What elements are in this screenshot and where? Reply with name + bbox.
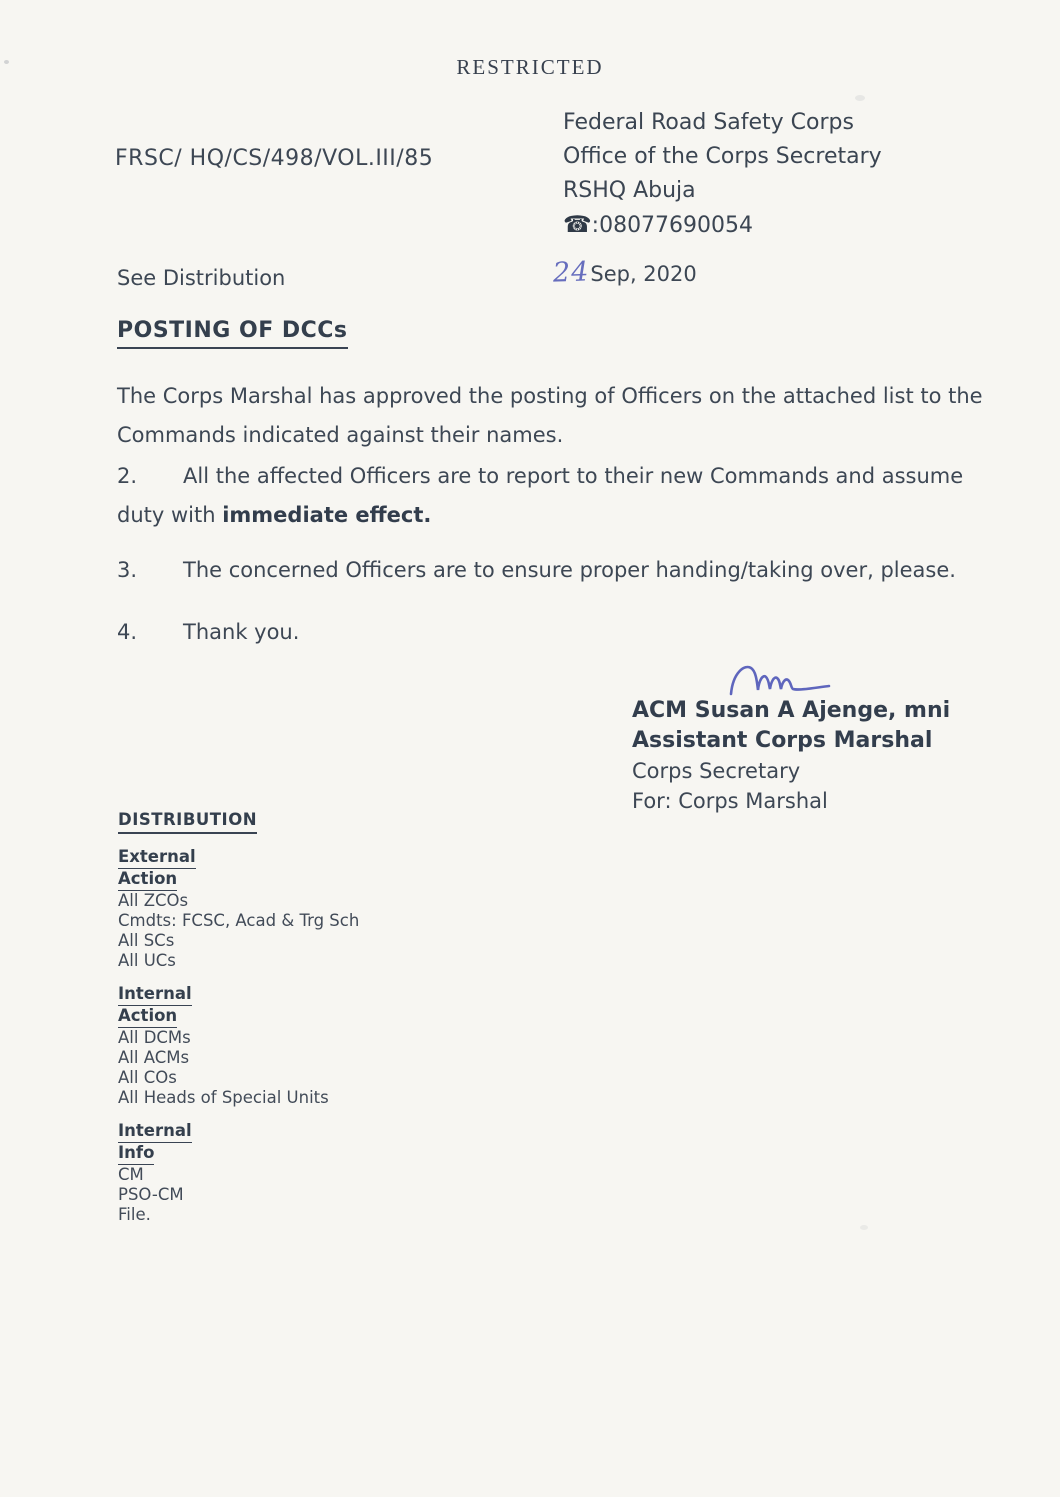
paragraph-2-number: 2. <box>117 464 138 488</box>
telephone-icon: ☎ <box>563 212 592 238</box>
signatory-title: Corps Secretary <box>632 759 801 783</box>
paragraph-2-bold-text: immediate effect. <box>222 503 432 527</box>
distribution-item: All ACMs <box>118 1048 190 1067</box>
distribution-item: All SCs <box>118 931 175 950</box>
distribution-item: CM <box>118 1165 144 1184</box>
group-label: Info <box>118 1143 154 1165</box>
distribution-item: All COs <box>118 1068 177 1087</box>
distribution-group-internal-info <box>118 1121 359 1225</box>
signature-block <box>632 662 950 816</box>
handwritten-day: 24 <box>552 256 590 289</box>
paragraph-4-text: Thank you. <box>183 620 300 644</box>
distribution-group-internal-action <box>118 984 359 1108</box>
distribution-item: File. <box>118 1205 151 1224</box>
distribution-item: All DCMs <box>118 1028 191 1047</box>
date-printed: Sep, 2020 <box>590 262 697 286</box>
distribution-group-external-action <box>118 847 359 971</box>
letterhead-phone-row <box>563 208 882 243</box>
date-line <box>553 257 697 288</box>
letterhead <box>563 106 882 243</box>
signatory-name: ACM Susan A Ajenge, mni <box>632 698 951 723</box>
group-label: Internal <box>118 984 192 1006</box>
distribution-item: Cmdts: FCSC, Acad & Trg Sch <box>118 911 360 930</box>
addressee-line: See Distribution <box>117 266 286 290</box>
classification-banner: RESTRICTED <box>456 55 604 79</box>
letterhead-org: Federal Road Safety Corps <box>563 110 854 135</box>
scan-artifact <box>4 60 9 64</box>
signatory-rank: Assistant Corps Marshal <box>632 728 933 753</box>
group-label: Action <box>118 1006 177 1028</box>
paragraph-1 <box>117 377 989 455</box>
distribution-section <box>118 810 359 1225</box>
group-label: Internal <box>118 1121 192 1143</box>
paragraph-2-text: All the affected Officers are to report to their new Commands and assume duty with <box>117 464 964 527</box>
signature-scribble <box>725 658 845 700</box>
distribution-heading: DISTRIBUTION <box>118 810 257 834</box>
paragraph-3-text: The concerned Officers are to ensure proper handing/taking over, please. <box>183 558 956 582</box>
signatory-for-line: For: Corps Marshal <box>632 789 828 813</box>
distribution-item: PSO-CM <box>118 1185 184 1204</box>
paragraph-1-text: The Corps Marshal has approved the posting of Officers on the attached list to the Commands indicated against their names. <box>117 384 983 447</box>
letterhead-office: Office of the Corps Secretary <box>563 144 882 169</box>
phone-number: :08077690054 <box>591 213 754 238</box>
scan-artifact <box>860 1225 868 1230</box>
group-label: External <box>118 847 196 869</box>
reference-number: FRSC/ HQ/CS/498/VOL.III/85 <box>115 146 434 171</box>
distribution-item: All ZCOs <box>118 891 189 910</box>
distribution-item: All UCs <box>118 951 176 970</box>
group-label: Action <box>118 869 177 891</box>
subject-heading: POSTING OF DCCs <box>117 318 348 349</box>
scan-artifact <box>855 95 865 101</box>
paragraph-4 <box>117 613 989 652</box>
paragraph-2 <box>117 457 989 535</box>
distribution-item: All Heads of Special Units <box>118 1088 329 1107</box>
paragraph-4-number: 4. <box>117 620 138 644</box>
paragraph-3 <box>117 551 989 590</box>
letterhead-location: RSHQ Abuja <box>563 178 696 203</box>
paragraph-3-number: 3. <box>117 558 138 582</box>
